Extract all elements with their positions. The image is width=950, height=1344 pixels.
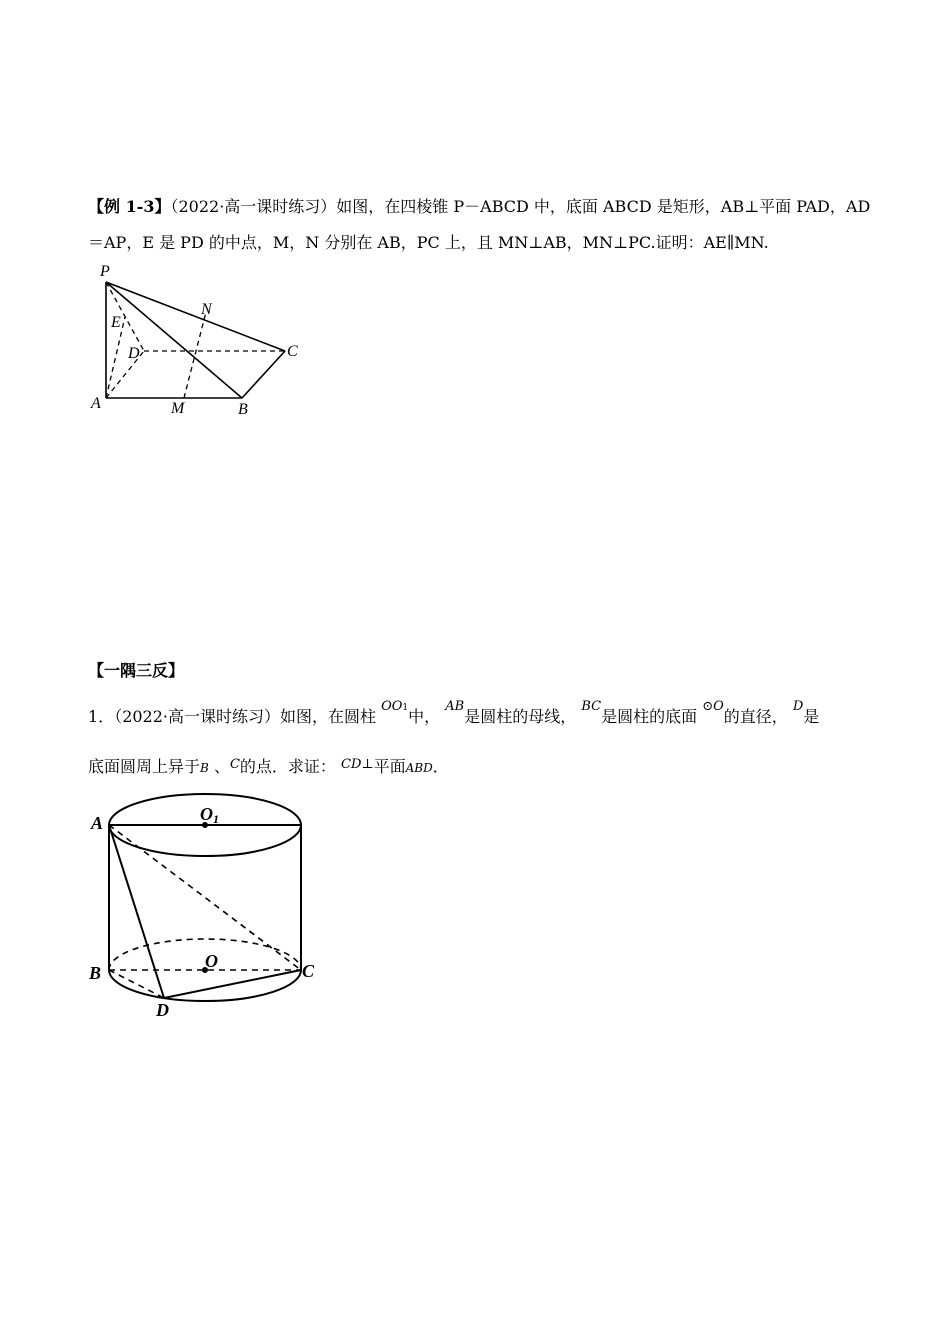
label-B: B xyxy=(238,401,248,418)
bottom-front-arc xyxy=(109,970,301,1001)
label-O: O xyxy=(205,951,218,971)
pyramid-figure xyxy=(80,260,320,425)
math-bc: BC xyxy=(581,699,602,714)
edge-BC xyxy=(242,351,285,398)
problem-line-2 xyxy=(88,756,862,780)
label-C2: C xyxy=(302,961,315,981)
example-text-2: ＝AP，E 是 PD 的中点，M，N 分别在 AB，PC 上，且 MN⊥AB，MN⊥PC.证明：AE∥MN. xyxy=(88,233,769,252)
problem-text-d: 是圆柱的底面 xyxy=(601,707,698,726)
section-heading: 【一隅三反】 xyxy=(88,661,185,680)
problem-text-h: 的点．求证： xyxy=(239,757,336,776)
math-b: B xyxy=(200,761,209,775)
label-O1-main: O xyxy=(200,804,213,824)
segment-DC xyxy=(164,970,301,998)
math-c: C xyxy=(229,757,240,772)
problem-text-j: ． xyxy=(432,757,449,776)
problem-number: 1． xyxy=(88,707,115,726)
label-C: C xyxy=(287,343,298,360)
label-D: D xyxy=(128,345,140,362)
problem-line-1 xyxy=(88,699,862,731)
problem-text-i: 平面 xyxy=(373,757,406,776)
label-B2: B xyxy=(89,963,102,983)
problem-text-e: 的直径， xyxy=(723,707,788,726)
example-text-1: （2022·高一课时练习）如图，在四棱锥 P－ABCD 中，底面 ABCD 是矩形，AB⊥平面 PAD，AD xyxy=(170,197,871,216)
problem-text-c: 是圆柱的母线， xyxy=(464,707,577,726)
math-oo1 xyxy=(381,699,408,714)
math-d: D xyxy=(792,699,804,714)
cylinder-figure xyxy=(80,780,340,1030)
label-D2: D xyxy=(156,1000,169,1020)
segment-MN xyxy=(184,312,206,398)
problem-text-b: 中， xyxy=(408,707,441,726)
problem-text-g: 、 xyxy=(213,757,230,776)
label-A: A xyxy=(91,395,101,412)
label-O1-sub: 1 xyxy=(213,812,219,826)
label-N: N xyxy=(201,301,212,318)
math-ab: AB xyxy=(445,699,465,714)
math-circle-o: ⊙O xyxy=(702,699,724,714)
label-P: P xyxy=(100,263,110,280)
math-cd-perp: CD⊥ xyxy=(341,757,374,772)
label-A2: A xyxy=(91,813,104,833)
label-O1 xyxy=(200,804,219,826)
problem-text-a: （2022·高一课时练习）如图，在圆柱 xyxy=(114,707,376,726)
math-abd: ABD xyxy=(405,761,433,775)
label-M: M xyxy=(171,400,185,417)
edge-PB xyxy=(106,282,242,398)
problem-text-f: 是 xyxy=(803,707,820,726)
problem-text-line2: 底面圆周上异于 xyxy=(88,757,201,776)
label-E: E xyxy=(111,314,121,331)
math-oo1-sub: 1 xyxy=(402,703,409,713)
example-tag: 【例 1-3】 xyxy=(88,197,171,216)
math-oo1-main: OO xyxy=(381,699,403,714)
example-line-2 xyxy=(88,232,862,254)
example-line-1 xyxy=(88,196,871,218)
edge-PC xyxy=(106,282,285,351)
